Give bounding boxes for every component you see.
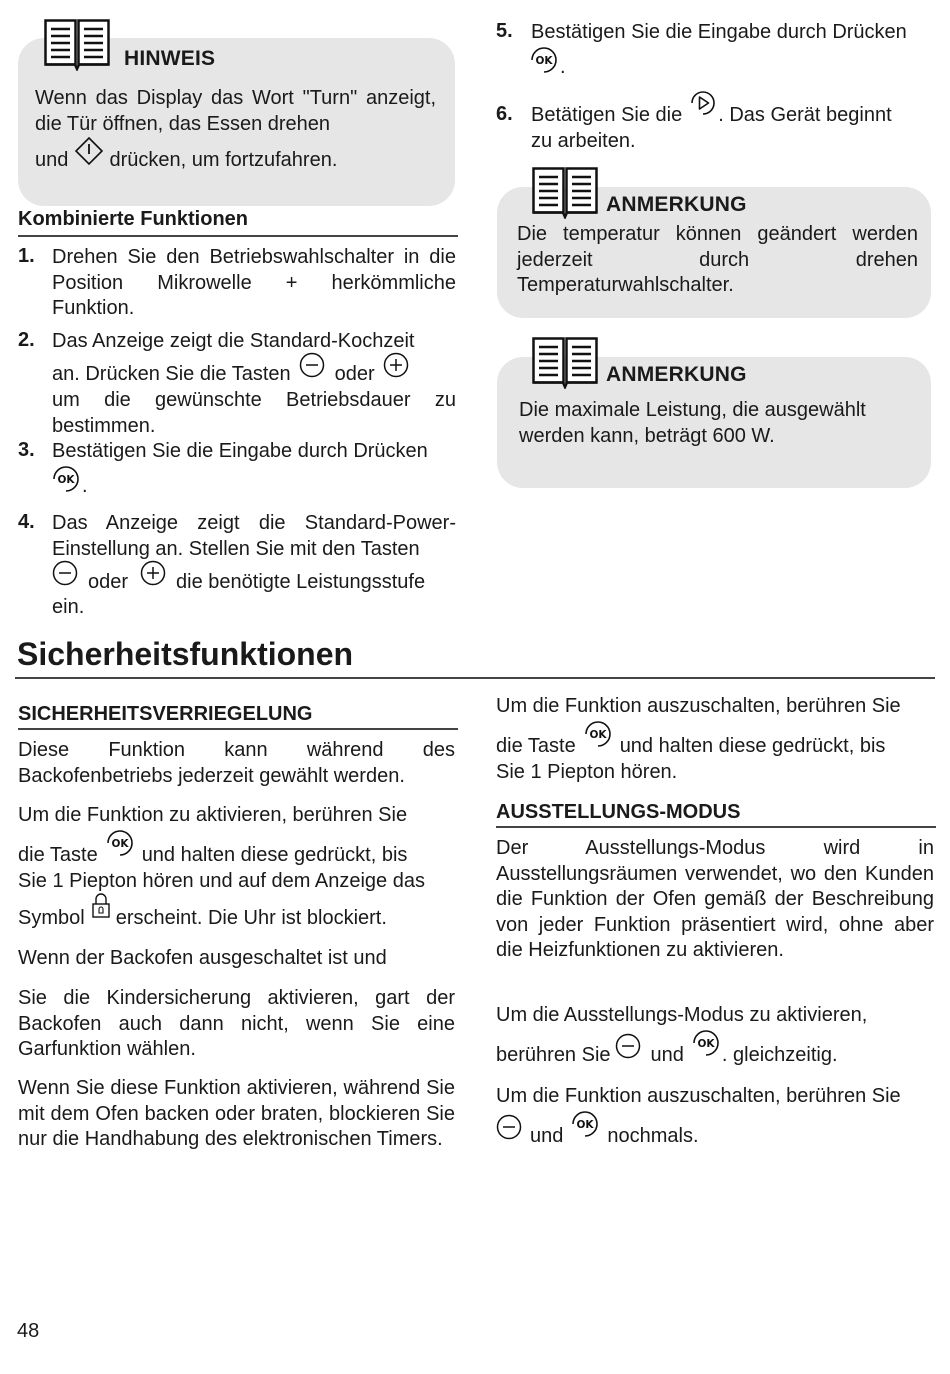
hinweis-text-b: drücken, um fortzufahren. [109, 149, 338, 171]
lock-paragraph-2-line1: Um die Funktion zu aktivieren, berühren Sie [18, 804, 408, 826]
play-icon [688, 88, 718, 118]
lock-text-c: Symbol [18, 907, 85, 929]
demo-heading: AUSSTELLUNGS-MODUS [496, 801, 741, 823]
book-icon [532, 167, 598, 219]
plus-icon [140, 560, 166, 586]
hinweis-text-a: und [35, 149, 69, 171]
demo-paragraph: Der Ausstellungs-Modus wird in Ausstellungsräumen verwendet, wo den Kunden die Funktion der Ofen gemäß der Beschreibung von jeder Funktion präsentiert wird, ohne aber die Heizfunktionen zu aktivieren. [496, 837, 934, 961]
lock-paragraph-5: Wenn Sie diese Funktion aktivieren, während Sie mit dem Ofen backen oder braten, blockieren Sie nur die Handhabung des elektronischen Timers. [18, 1077, 455, 1150]
step-4-line3 [52, 560, 456, 596]
step-4-text-c: die benötigte Leistungsstufe [176, 571, 426, 593]
demo-text-a: berühren Sie [496, 1044, 611, 1066]
lock-paragraph-2-line3: Sie 1 Piepton hören und auf dem Anzeige das [18, 870, 425, 892]
step-6-line1 [531, 88, 935, 129]
step-4-text-b: oder [88, 571, 129, 593]
step-6-line2: zu arbeiten. [531, 130, 636, 152]
demo-text-b: und [650, 1044, 684, 1066]
unlock-line2 [496, 718, 934, 760]
divider [496, 826, 936, 828]
lock-icon [91, 893, 111, 919]
unlock-text-b: und halten diese gedrückt, bis [619, 735, 886, 757]
step-6-number: 6. [496, 103, 513, 125]
step-2-line1: Das Anzeige zeigt die Standard-Kochzeit [52, 330, 415, 352]
hinweis-title: HINWEIS [124, 47, 216, 70]
anmerkung-1-text: Die temperatur können geändert werden jederzeit durch drehen Temperaturwahlschalter. [517, 223, 918, 296]
section-title: Sicherheitsfunktionen [17, 636, 354, 672]
step-2-line2 [52, 352, 456, 388]
ok-icon [50, 463, 82, 495]
unlock-line3: Sie 1 Piepton hören. [496, 761, 678, 783]
start-diamond-icon [74, 136, 104, 166]
lock-paragraph-4: Sie die Kindersicherung aktivieren, gart der Backofen auch dann nicht, wenn Sie eine Garfunktion wählen. [18, 987, 455, 1060]
lock-text-d: erscheint. Die Uhr ist blockiert. [115, 907, 387, 929]
demo-text-c: . gleichzeitig. [721, 1044, 838, 1066]
anmerkung-2-text: Die maximale Leistung, die ausgewählt werden kann, beträgt 600 W. [519, 399, 866, 447]
lock-paragraph-3: Wenn der Backofen ausgeschaltet ist und [18, 947, 387, 969]
demo-activate-line1: Um die Ausstellungs-Modus zu aktivieren, [496, 1004, 868, 1026]
divider [18, 728, 458, 730]
divider [18, 235, 458, 237]
step-4-number: 4. [18, 511, 35, 533]
lock-text-a: die Taste [18, 844, 98, 866]
section-divider [15, 677, 935, 679]
book-icon [44, 19, 110, 71]
step-2-text-a: an. Drücken Sie die Tasten [52, 363, 291, 385]
ok-icon [582, 718, 614, 750]
ok-icon [104, 827, 136, 859]
demo-off-line2 [496, 1108, 699, 1150]
anmerkung-1-title: ANMERKUNG [606, 193, 747, 216]
minus-icon [299, 352, 325, 378]
lock-paragraph-1: Diese Funktion kann während des Backofenbetriebs jederzeit gewählt werden. [18, 739, 455, 787]
step-2-text-b: oder [334, 363, 375, 385]
step-5-number: 5. [496, 20, 513, 42]
lock-paragraph-2-line2 [18, 827, 455, 869]
hinweis-text: Wenn das Display das Wort "Turn" anzeigt, die Tür öffnen, das Essen drehen [35, 87, 436, 135]
demo-text-d: und [530, 1125, 564, 1147]
step-1-text: Drehen Sie den Betriebswahlschalter in die Position Mikrowelle + herkömmliche Funktion. [52, 246, 456, 319]
unlock-text-a: die Taste [496, 735, 576, 757]
step-3-number: 3. [18, 439, 35, 461]
lock-text-b: und halten diese gedrückt, bis [141, 844, 408, 866]
step-5-line1: Bestätigen Sie die Eingabe durch Drücken [531, 21, 907, 43]
step-3-line2 [50, 463, 88, 495]
step-1-number: 1. [18, 245, 35, 267]
ok-icon [528, 44, 560, 76]
step-5-dot: . [560, 55, 566, 78]
step-5-line2 [528, 44, 566, 76]
hinweis-text-line [35, 136, 436, 171]
ok-icon [690, 1027, 722, 1059]
step-2-rest: um die gewünschte Betriebsdauer zu bestimmen. [52, 389, 456, 437]
step-4-text: Das Anzeige zeigt die Standard-Power-Einstellung an. Stellen Sie mit den Tasten [52, 512, 456, 560]
demo-activate-line2 [496, 1027, 838, 1069]
lock-heading: SICHERHEITSVERRIEGELUNG [18, 703, 313, 725]
page-number: 48 [17, 1320, 40, 1342]
anmerkung-2-title: ANMERKUNG [606, 363, 747, 386]
lock-paragraph-2-line4 [18, 893, 387, 932]
ok-icon [569, 1108, 601, 1140]
minus-icon [52, 560, 78, 586]
book-icon [532, 337, 598, 389]
minus-icon [496, 1114, 522, 1140]
demo-off-line1: Um die Funktion auszuschalten, berühren Sie [496, 1085, 901, 1107]
step-4-end: ein. [52, 596, 85, 618]
step-6-text-b: . Das Gerät beginnt [718, 104, 892, 126]
step-3-dot: . [82, 474, 88, 497]
kombi-heading: Kombinierte Funktionen [18, 208, 248, 230]
step-6-text-a: Betätigen Sie die [531, 104, 683, 126]
plus-icon [383, 352, 409, 378]
demo-text-e: nochmals. [607, 1125, 699, 1147]
step-2-number: 2. [18, 329, 35, 351]
unlock-line1: Um die Funktion auszuschalten, berühren Sie [496, 695, 901, 717]
step-3-line1: Bestätigen Sie die Eingabe durch Drücken [52, 440, 428, 462]
minus-icon [615, 1033, 641, 1059]
